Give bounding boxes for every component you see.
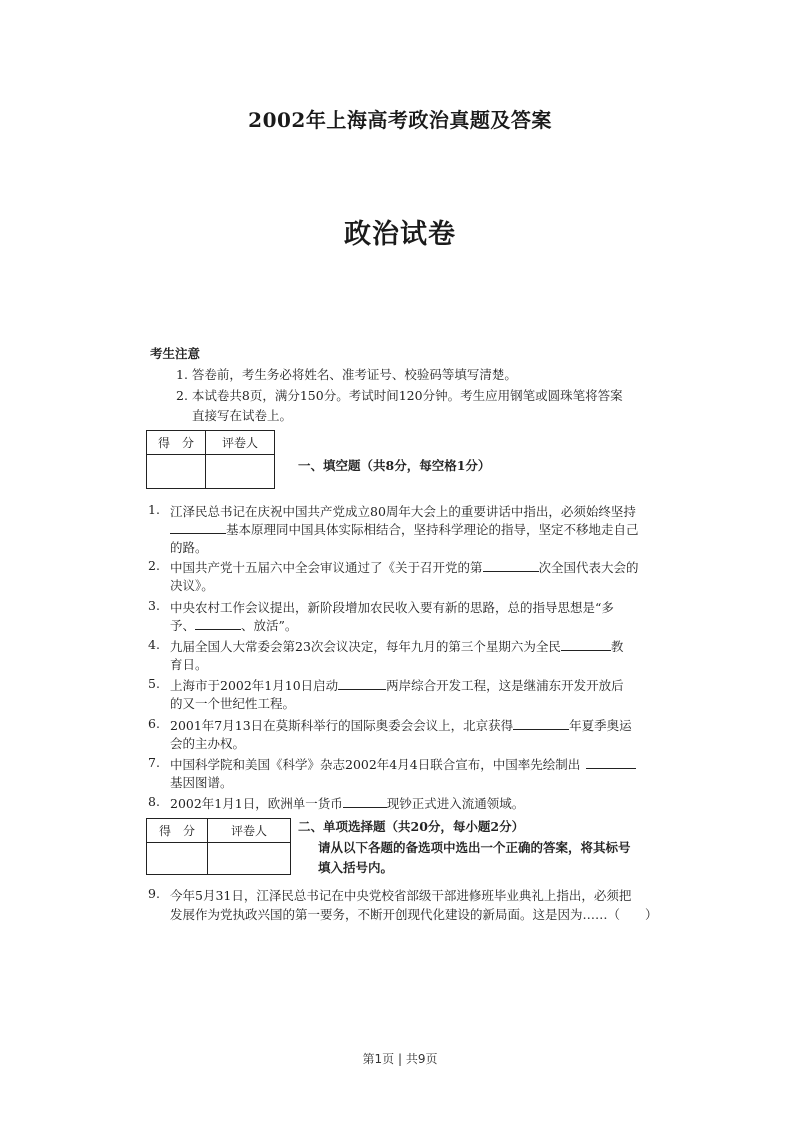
question-1-line-2: 基本原理同中国具体实际相结合，坚持科学理论的指导，坚定不移地走自己: [170, 520, 639, 538]
question-number: 9.: [148, 886, 160, 901]
question-3-line-1: 中央农村工作会议提出，新阶段增加农民收入要有新的思路，总的指导思想是“多: [170, 600, 614, 615]
score-box-section-1: [146, 430, 275, 489]
question-4-line-1: 九届全国人大常委会第23次会议决定，每年九月的第三个星期六为全民 教: [170, 639, 624, 654]
section-2-heading: 二、单项选择题（共20分，每小题2分）: [298, 819, 525, 834]
question-number: 4.: [148, 637, 160, 652]
grader-cell: [206, 455, 275, 489]
paper-title: 政治试卷: [344, 219, 456, 250]
question-1-line-1: 江泽民总书记在庆祝中国共产党成立80周年大会上的重要讲话中指出，必须始终坚持: [170, 504, 636, 519]
answer-blank[interactable]: [513, 717, 569, 730]
score-label: 得 分: [147, 431, 206, 455]
score-cell: [147, 843, 208, 875]
score-cell: [147, 455, 206, 489]
question-6-line-1: 2001年7月13日在莫斯科举行的国际奥委会会议上，北京获得 年夏季奥运: [170, 718, 632, 733]
question-number: 2.: [148, 558, 160, 573]
question-number: 7.: [148, 755, 160, 770]
answer-blank[interactable]: [586, 756, 636, 769]
section-2-instruction-continued: 填入括号内。: [318, 860, 394, 875]
question-4-line-2: 育日。: [170, 657, 208, 672]
answer-blank[interactable]: [170, 521, 226, 534]
question-number: 3.: [148, 598, 160, 613]
question-number: 8.: [148, 794, 160, 809]
score-box-section-2: [146, 818, 291, 875]
question-3-line-2: 予、 、放活”。: [170, 618, 298, 633]
notice-item-2-continued: 直接写在试卷上。: [192, 408, 293, 423]
question-5-line-2: 的又一个世纪性工程。: [170, 696, 296, 711]
section-2-instruction: 请从以下各题的备选项中选出一个正确的答案，将其标号: [318, 840, 631, 855]
answer-blank[interactable]: [338, 677, 386, 690]
question-6-line-2: 会的主办权。: [170, 736, 246, 751]
question-1-line-3: 的路。: [170, 540, 208, 555]
question-9-line-1: 今年5月31日，江泽民总书记在中央党校省部级干部进修班毕业典礼上指出，必须把: [170, 888, 632, 903]
grader-label: 评卷人: [206, 431, 275, 455]
grader-label: 评卷人: [208, 819, 291, 843]
score-label: 得 分: [147, 819, 208, 843]
answer-blank[interactable]: [343, 795, 387, 808]
notice-heading: 考生注意: [150, 346, 201, 361]
answer-blank[interactable]: [561, 638, 611, 651]
question-5-line-1: 上海市于2002年1月10日启动 两岸综合开发工程，这是继浦东开发开放后: [170, 678, 624, 693]
question-number: 1.: [148, 502, 160, 517]
document-title: 2002年上海高考政治真题及答案: [248, 108, 552, 132]
question-2-line-1: 中国共产党十五届六中全会审议通过了《关于召开党的第 次全国代表大会的: [170, 560, 639, 575]
answer-blank[interactable]: [483, 559, 539, 572]
answer-blank[interactable]: [195, 617, 241, 630]
section-1-heading: 一、填空题（共8分，每空格1分）: [298, 458, 491, 473]
question-7-line-1: 中国科学院和美国《科学》杂志2002年4月4日联合宣布，中国率先绘制出: [170, 755, 636, 773]
question-number: 6.: [148, 716, 160, 731]
notice-item-2: 2. 本试卷共8页，满分150分。考试时间120分钟。考生应用钢笔或圆珠笔将答案: [176, 388, 623, 403]
question-number: 5.: [148, 676, 160, 691]
question-2-line-2: 决议》。: [170, 578, 214, 593]
notice-item-1: 1. 答卷前，考生务必将姓名、准考证号、校验码等填写清楚。: [176, 367, 517, 382]
grader-cell: [208, 843, 291, 875]
question-9-line-2: 发展作为党执政兴国的第一要务，不断开创现代化建设的新局面。这是因为……（ ）: [170, 907, 658, 922]
question-8-line-1: 2002年1月1日，欧洲单一货币 现钞正式进入流通领域。: [170, 796, 525, 811]
question-7-line-2: 基因图谱。: [170, 775, 233, 790]
page-footer: 第1页 | 共9页: [362, 1052, 438, 1066]
